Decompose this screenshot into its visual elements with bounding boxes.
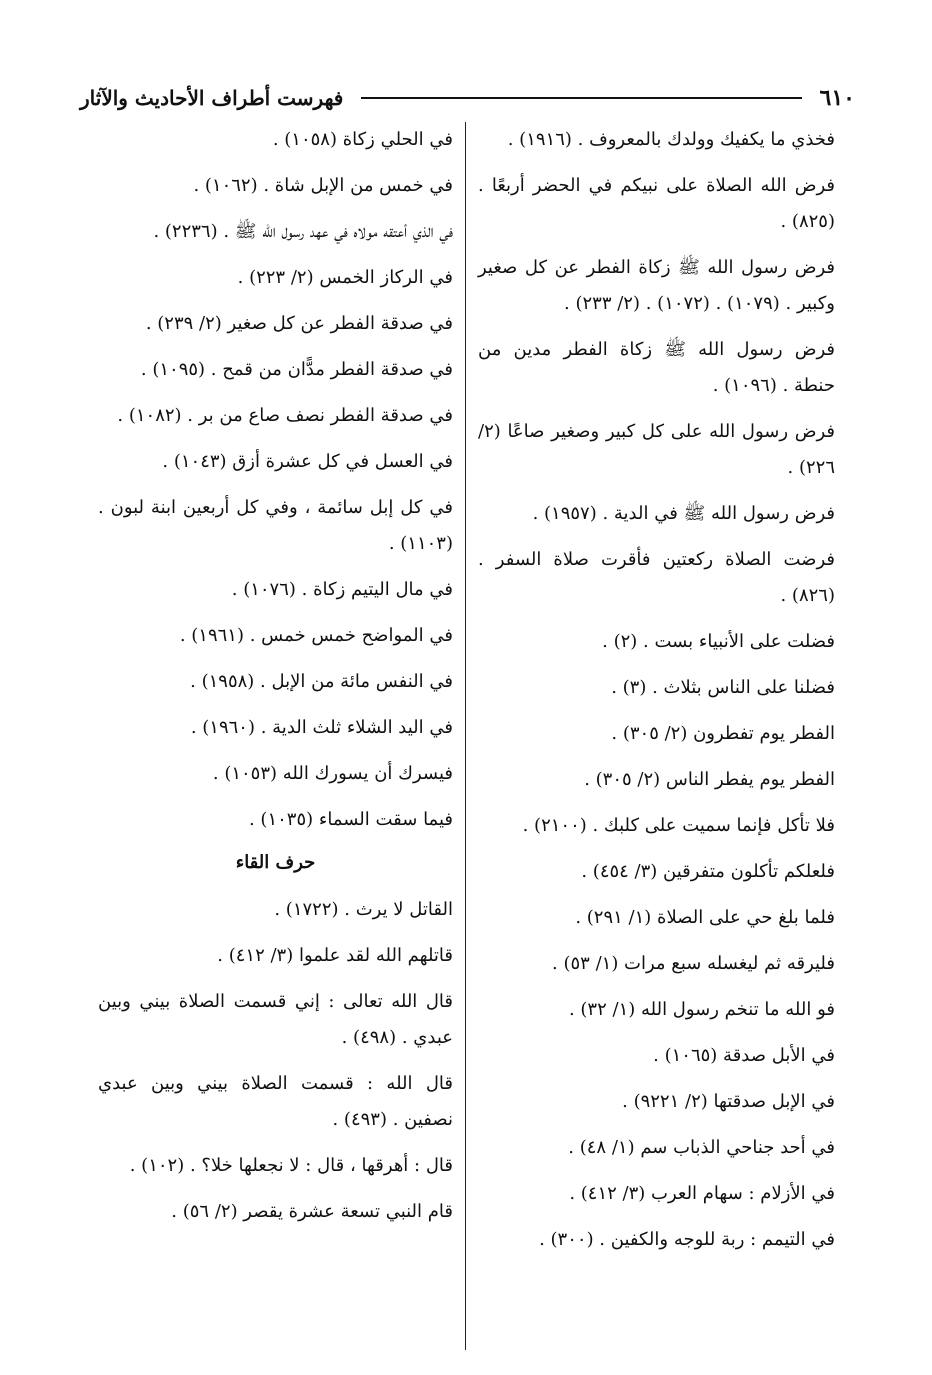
index-entry: فيما سقت السماء (١٠٣٥) . [248,809,453,830]
index-entry: في العسل في كل عشرة أزق (١٠٤٣) . [162,451,453,472]
index-entry: فلعلكم تأكلون متفرقين (٣/ ٤٥٤) . [581,861,835,882]
index-entry: في صدقة الفطر نصف صاع من بر . (١٠٨٢) . [117,405,453,426]
page-header [80,78,855,118]
running-title: فهرست أطراف الأحاديث والآثار [80,86,344,110]
index-entry: فليرقه ثم ليغسله سبع مرات (١/ ٥٣) . [552,953,835,974]
index-entry: في المواضح خمس خمس . (١٩٦١) . [179,625,453,646]
index-entry: فرضت الصلاة ركعتين فأقرت صلاة السفر . (٨٢٦) . [478,549,835,606]
index-entry: فرض رسول الله على كل كبير وصغير صاعًا (٢/ ٢٢٦) . [478,421,835,478]
index-entry: فلا تأكل فإنما سميت على كلبك . (٢١٠٠) . [522,815,835,836]
index-entry: في النفس مائة من الإبل . (١٩٥٨) . [190,671,453,692]
index-entry: قام النبي تسعة عشرة يقصر (٢/ ٥٦) . [171,1201,453,1222]
index-entry: قاتلهم الله لقد علموا (٣/ ٤١٢) . [217,945,453,966]
index-entry: في التيمم : ربة للوجه والكفين . (٣٠٠) . [539,1229,835,1250]
index-entry: الفطر يوم يفطر الناس (٢/ ٣٠٥) . [584,769,835,790]
index-entry: في الركاز الخمس (٢/ ٢٢٣) . [237,267,453,288]
index-entry: فضلت على الأنبياء بست . (٢) . [602,631,835,652]
index-entry: فرض الله الصلاة على نبيكم في الحضر أربعًا . (٨٢٥) . [478,175,835,232]
index-entry: في الأزلام : سهام العرب (٣/ ٤١٢) . [569,1183,835,1204]
index-entry: قال : أهرقها ، قال : لا نجعلها خلا؟ . (١٠٢) . [129,1155,453,1176]
index-entry: القاتل لا يرث . (١٧٢٢) . [274,899,453,920]
index-entry: في خمس من الإبل شاة . (١٠٦٢) . [193,175,453,196]
index-entry: فيسرك أن يسورك الله (١٠٥٣) . [212,763,453,784]
index-entry: في مال اليتيم زكاة . (١٠٧٦) . [231,579,453,600]
index-entry: فرض رسول الله ﷺ زكاة الفطر مدين من حنطة . (١٠٩٦) . [478,339,835,396]
column-divider [465,122,466,1350]
index-entry: في الإبل صدقتها (٢/ ٩٢٢١) . [622,1091,835,1112]
index-entry: فخذي ما يكفيك وولدك بالمعروف . (١٩١٦) . [507,129,835,150]
index-entry: فو الله ما تنخم رسول الله (١/ ٣٢) . [568,999,835,1020]
index-entry: فلما بلغ حي على الصلاة (١/ ٢٩١) . [575,907,835,928]
page-number: ٦١٠ [819,85,855,111]
index-entry: في صدقة الفطر عن كل صغير (٢/ ٢٣٩) . [145,313,453,334]
index-entry: في الذي أعتقه مولاه في عهد رسول الله ﷺ . (٢٢٣٦) . [153,221,453,242]
index-entry: فرض رسول الله ﷺ في الدية . (١٩٥٧) . [532,503,835,524]
index-entry: في اليد الشلاء ثلث الدية . (١٩٦٠) . [190,717,453,738]
section-heading: حرف القاء [235,852,316,873]
index-entry: في كل إبل سائمة ، وفي كل أربعين ابنة لبون . (١١٠٣) . [98,497,453,554]
index-entry: قال الله : قسمت الصلاة بيني وبين عبدي نصفين . (٤٩٣) . [98,1073,453,1130]
right-column [478,122,835,1268]
index-entry: فضلنا على الناس بثلاث . (٣) . [611,677,835,698]
index-entry: قال الله تعالى : إني قسمت الصلاة بيني وبين عبدي . (٤٩٨) . [98,991,453,1048]
index-entry: في أحد جناحي الذباب سم (١/ ٤٨) . [568,1137,835,1158]
index-entry: في الحلي زكاة (١٠٥٨) . [272,129,453,150]
left-column [98,122,453,1240]
index-entry: في الأبل صدقة (١٠٦٥) . [653,1045,835,1066]
index-entry: فرض رسول الله ﷺ زكاة الفطر عن كل صغير وكبير . (١٠٧٩) . (١٠٧٢) . (٢/ ٢٣٣) . [478,257,835,314]
header-rule [361,97,801,99]
index-entry: في صدقة الفطر مدًّان من قمح . (١٠٩٥) . [140,359,453,380]
index-entry: الفطر يوم تفطرون (٢/ ٣٠٥) . [611,723,835,744]
